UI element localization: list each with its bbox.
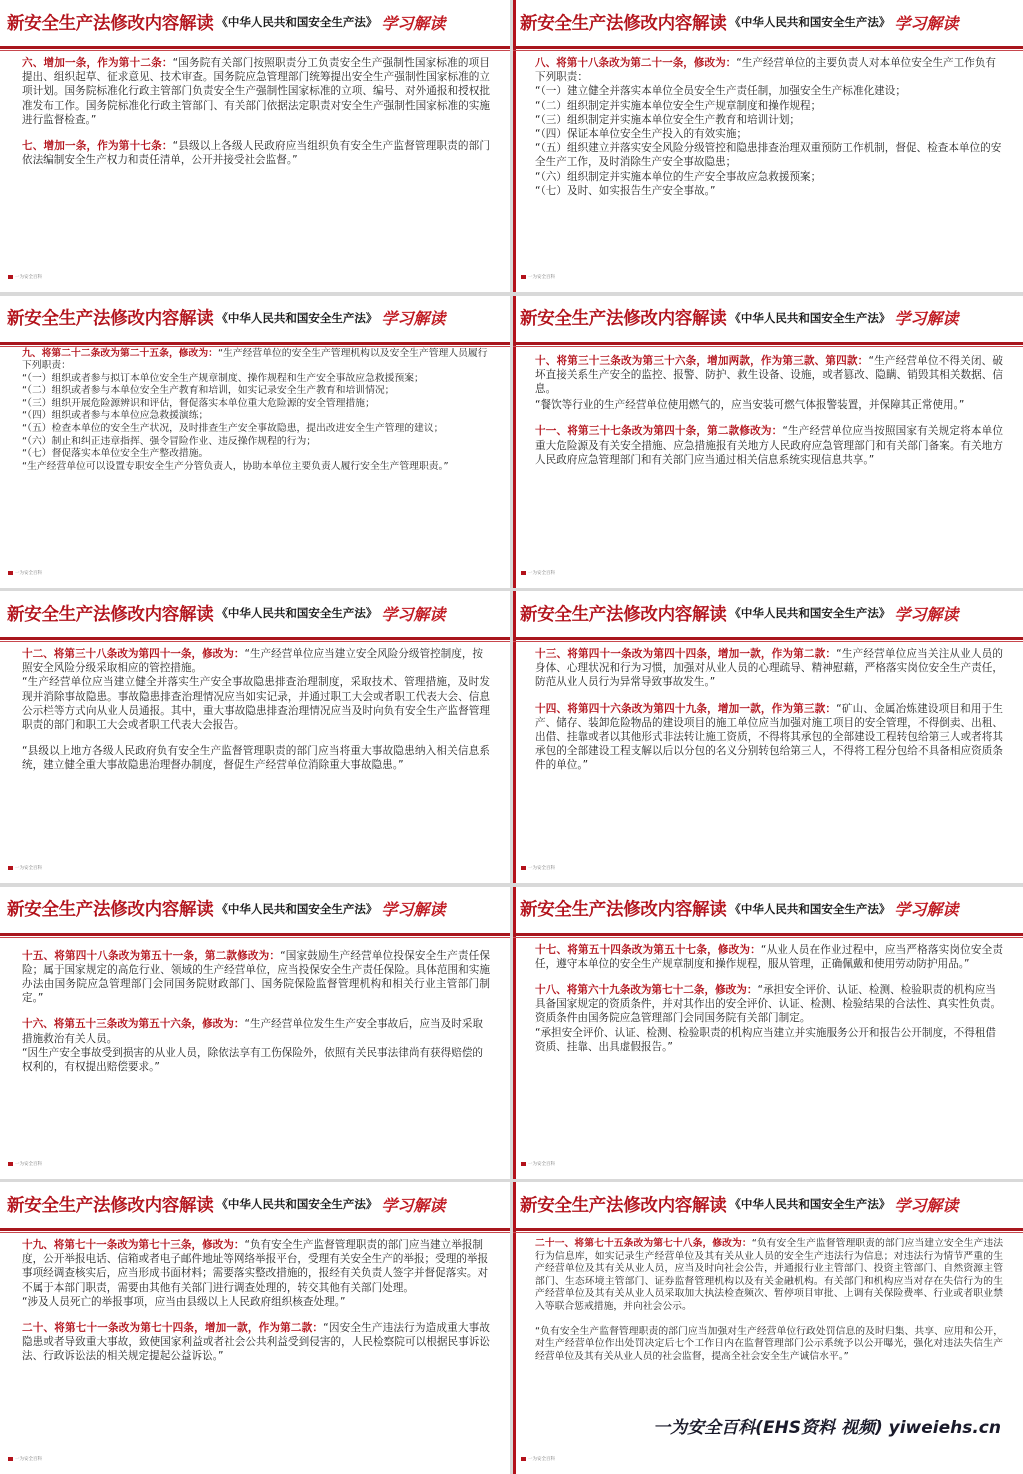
footer-text: 一为安全百科 xyxy=(15,866,42,871)
slide-header xyxy=(0,296,510,340)
slide-footer xyxy=(521,570,555,576)
footer-text: 一为安全百科 xyxy=(528,1457,555,1462)
slide xyxy=(513,887,1023,1179)
paragraph-text: “生产经营单位应当建立健全并落实生产安全事故隐患排查治理制度，采取技术、管理措施，及时发现并消除事故隐患。事故隐患排查治理情况应当如实记录，并通过职工大会或者职工代表大会、信息公示栏等方式向从业人员通报。其中，重大事故隐患排查治理情况应当及时向负有安全生产监督管理职责的部门和职工大会或者职工代表大会报告。 xyxy=(22,676,490,732)
paragraph-text: “生产经营单位应当按照国家有关规定将本单位重大危险源及有关安全措施、应急措施报有关地方人民政府应急管理部门和有关部门备案。有关地方人民政府应急管理部门和有关部门应当通过相关信息系统实现信息共享。” xyxy=(535,425,1003,466)
paragraph-text: “负有安全生产监督管理职责的部门应当建立举报制度，公开举报电话、信箱或者电子邮件地址等网络举报平台，受理有关安全生产的举报；受理的举报事项经调查核实后，应当形成书面材料；需要落实整改措施的，报经有关负责人签字并督促落实。对不属于本部门职责，需要由其他有关部门进行调查处理的，转交其他有关部门处理。 xyxy=(22,1239,489,1294)
footer-logo-mark xyxy=(521,571,526,575)
header-rule xyxy=(0,46,510,49)
list-item: “（七）及时、如实报告生产安全事故。” xyxy=(535,184,716,197)
header-rule-thin xyxy=(513,641,1023,642)
header-rule-thin xyxy=(0,346,510,347)
list-item: “生产经营单位可以设置专职安全生产分管负责人，协助本单位主要负责人履行安全生产管理职责。” xyxy=(22,460,449,472)
footer-text: 一为安全百科 xyxy=(15,1161,42,1167)
paragraph xyxy=(22,1017,490,1045)
paragraph-text: “承担安全评价、认证、检测、检验职责的机构应当具备国家规定的资质条件，并对其作出的安全评价、认证、检测、检验结果的合法性、真实性负责。资质条件由国务院应急管理部门会同国务院有关部门制定。 xyxy=(535,983,1002,1025)
paragraph-text: “生产经营单位发生生产安全事故后，应当及时采取措施救治有关人员。 xyxy=(22,1018,484,1045)
slide-law-name: 《中华人民共和国安全生产法》 xyxy=(216,901,378,916)
slide-law-name: 《中华人民共和国安全生产法》 xyxy=(729,1197,891,1211)
slide-title: 新安全生产法修改内容解读 xyxy=(7,900,214,920)
list-item: “（六）组织制定并实施本单位的生产安全事故应急救援预案； xyxy=(535,170,822,183)
header-rule xyxy=(0,342,510,345)
slide-footer xyxy=(8,570,42,576)
watermark: 一为安全百科(EHS资料 视频) yiweiehs.cn xyxy=(653,1418,1001,1438)
slide xyxy=(0,887,510,1179)
slide-study-label: 学习解读 xyxy=(381,900,446,919)
slide-body xyxy=(22,1238,490,1376)
slide-title: 新安全生产法修改内容解读 xyxy=(7,604,214,625)
paragraph-heading: 十三、将第四十一条改为第四十四条，增加一款，作为第二款： xyxy=(535,648,837,660)
paragraph-heading: 十八、将第六十九条改为第七十二条，修改为： xyxy=(535,983,758,996)
footer-logo-mark xyxy=(8,866,13,870)
slide xyxy=(0,296,510,588)
header-rule xyxy=(513,342,1023,345)
header-rule xyxy=(0,933,510,936)
slide-title: 新安全生产法修改内容解读 xyxy=(7,13,214,34)
slide-body xyxy=(535,1238,1003,1375)
paragraph-text: “因生产安全事故受到损害的从业人员，除依法享有工伤保险外，依照有关民事法律尚有获得赔偿的权利的，有权提出赔偿要求。” xyxy=(22,1046,484,1073)
slide-title: 新安全生产法修改内容解读 xyxy=(7,1195,214,1216)
paragraph-text: “从业人员在作业过程中，应当严格落实岗位安全责任，遵守本单位的安全生产规章制度和操作规程，服从管理，正确佩戴和使用劳动防护用品。” xyxy=(535,943,1003,970)
paragraph-text: “涉及人员死亡的举报事项，应当由县级以上人民政府组织核查处理。” xyxy=(22,1295,346,1308)
header-rule-thin xyxy=(0,1232,510,1233)
slide-title: 新安全生产法修改内容解读 xyxy=(520,604,727,625)
footer-logo-mark xyxy=(8,571,13,575)
list-item: “（二）组织或者参与本单位安全生产教育和培训，如实记录安全生产教育和培训情况； xyxy=(22,385,395,397)
list-item: “（一）组织或者参与拟订本单位安全生产规章制度、操作规程和生产安全事故应急救援预案； xyxy=(22,372,424,384)
slide-study-label: 学习解读 xyxy=(894,604,959,624)
slide-header xyxy=(0,0,510,44)
header-rule xyxy=(513,1228,1023,1231)
paragraph-text: “生产经营单位应当关注从业人员的身体、心理状况和行为习惯，加强对从业人员的心理疏导、精神慰藉，严格落实岗位安全生产责任，防范从业人员行为异常导致事故发生。” xyxy=(535,648,1003,689)
paragraph-text: “县级以上地方各级人民政府负有安全生产监督管理职责的部门应当将重大事故隐患纳入相关信息系统，建立健全重大事故隐患治理督办制度，督促生产经营单位消除重大事故隐患。” xyxy=(22,745,490,772)
header-rule-thin xyxy=(0,641,510,642)
slide-law-name: 《中华人民共和国安全生产法》 xyxy=(729,310,891,325)
slide-title: 新安全生产法修改内容解读 xyxy=(520,309,727,329)
header-rule xyxy=(0,1228,510,1231)
slide-law-name: 《中华人民共和国安全生产法》 xyxy=(729,15,891,29)
header-rule-thin xyxy=(513,50,1023,51)
footer-logo-mark xyxy=(8,1162,13,1166)
paragraph-text: “县级以上各级人民政府应当组织负有安全生产监督管理职责的部门依法编制安全生产权力和责任清单，公开并接受社会监督。” xyxy=(22,140,490,167)
slide xyxy=(513,1182,1023,1474)
header-rule xyxy=(513,637,1023,640)
header-rule xyxy=(0,637,510,640)
slide xyxy=(513,296,1023,588)
paragraph xyxy=(535,56,1003,84)
paragraph-text: “负有安全生产监督管理职责的部门应当加强对生产经营单位行政处罚信息的及时归集、共享、应用和公开，对生产经营单位作出处罚决定后七个工作日内在监督管理部门公示系统予以公开曝光，强化对违法失信生产经营单位及其有关从业人员的社会监督，提高全社会安全生产诚信水平。” xyxy=(535,1325,1003,1362)
slide xyxy=(0,0,510,292)
slide xyxy=(513,591,1023,883)
slide-body xyxy=(535,943,1003,1054)
paragraph xyxy=(22,348,490,373)
header-rule xyxy=(513,933,1023,936)
paragraph-heading: 二十一、将第七十五条改为第七十八条，修改为： xyxy=(535,1238,752,1249)
footer-logo-mark xyxy=(521,1162,526,1166)
slide-body xyxy=(535,354,1003,479)
list-item: “（四）组织或者参与本单位应急救援演练； xyxy=(22,410,209,422)
paragraph xyxy=(22,139,490,167)
paragraph-heading: 十七、将第五十四条改为第五十七条，修改为： xyxy=(535,943,761,956)
list-item: “（三）组织开展危险源辨识和评估，督促落实本单位重大危险源的安全管理措施； xyxy=(22,397,375,409)
slide-footer xyxy=(8,1456,42,1462)
header-rule xyxy=(513,46,1023,49)
slide-footer xyxy=(521,274,555,280)
list-item: “（七）督促落实本单位安全生产整改措施。 xyxy=(22,448,209,460)
header-rule-thin xyxy=(513,346,1023,347)
slide xyxy=(0,1182,510,1474)
paragraph-heading: 十一、将第三十七条改为第四十条，第二款修改为： xyxy=(535,425,783,438)
slide-header xyxy=(0,591,510,635)
paragraph-text: “生产经营单位不得关闭、破坏直接关系生产安全的监控、报警、防护、救生设备、设施，或者篡改、隐瞒、销毁其相关数据、信息。 xyxy=(535,354,1003,395)
slide-study-label: 学习解读 xyxy=(381,1195,446,1215)
slide-body xyxy=(22,348,490,474)
paragraph-heading: 十五、将第四十八条改为第五十一条，第二款修改为： xyxy=(22,949,281,962)
paragraph xyxy=(535,702,1003,773)
slide-study-label: 学习解读 xyxy=(381,309,446,328)
header-rule-thin xyxy=(0,50,510,51)
list-item: “（二）组织制定并实施本单位安全生产规章制度和操作规程； xyxy=(535,99,822,112)
slide-body xyxy=(22,949,490,1075)
slide-law-name: 《中华人民共和国安全生产法》 xyxy=(729,901,891,916)
paragraph xyxy=(22,949,490,1006)
slide-body xyxy=(22,56,490,179)
slide-header xyxy=(513,296,1023,340)
footer-text: 一为安全百科 xyxy=(15,570,42,576)
footer-text: 一为安全百科 xyxy=(528,570,555,576)
paragraph xyxy=(535,647,1003,690)
paragraph-text: “国务院有关部门按照职责分工负责安全生产强制性国家标准的项目提出、组织起草、征求意见、技术审查。国务院应急管理部门统筹提出安全生产强制性国家标准的立项计划。国务院标准化行政主管部门负责安全生产强制性国家标准的立项、编号、对外通报和授权批准发布工作。国务院标准化行政主管部门、有关部门依据法定职责对安全生产强制性国家标准的实施进行监督检查。” xyxy=(22,57,490,126)
paragraph-heading: 十二、将第三十八条改为第四十一条，修改为： xyxy=(22,648,245,660)
slide-footer xyxy=(521,1161,555,1167)
slide-body xyxy=(535,647,1003,785)
paragraph xyxy=(22,1238,490,1295)
footer-logo-mark xyxy=(521,866,526,870)
slide-footer xyxy=(521,865,555,871)
slide-title: 新安全生产法修改内容解读 xyxy=(520,1195,727,1216)
slide-study-label: 学习解读 xyxy=(894,309,959,328)
paragraph-text: “生产经营单位应当建立安全风险分级管控制度，按照安全风险分级采取相应的管控措施。 xyxy=(22,648,484,675)
list-item: “（五）检查本单位的安全生产状况，及时排查生产安全事故隐患，提出改进安全生产管理的建议； xyxy=(22,423,444,435)
footer-logo-mark xyxy=(8,275,13,279)
paragraph-heading: 二十、将第七十一条改为第七十四条，增加一款，作为第二款： xyxy=(22,1322,324,1335)
slide xyxy=(513,0,1023,292)
list-item: “（四）保证本单位安全生产投入的有效实施； xyxy=(535,128,748,141)
header-rule-thin xyxy=(513,1232,1023,1233)
paragraph xyxy=(22,1321,490,1364)
paragraph-heading: 七、增加一条，作为第十七条： xyxy=(22,140,173,153)
paragraph-heading: 八、将第十八条改为第二十一条，修改为： xyxy=(535,57,737,69)
slide-study-label: 学习解读 xyxy=(894,13,959,33)
paragraph xyxy=(535,354,1003,397)
paragraph xyxy=(22,647,490,675)
footer-text: 一为安全百科 xyxy=(15,275,42,280)
list-item: “（一）建立健全并落实本单位全员安全生产责任制，加强安全生产标准化建设； xyxy=(535,85,906,98)
footer-text: 一为安全百科 xyxy=(528,1161,555,1167)
list-item: “（三）组织制定并实施本单位安全生产教育和培训计划； xyxy=(535,113,801,126)
slide-header xyxy=(0,887,510,931)
paragraph-text: “承担安全评价、认证、检测、检验职责的机构应当建立并实施服务公开和报告公开制度，不得租借资质、挂靠、出具虚假报告。” xyxy=(535,1026,997,1053)
paragraph xyxy=(535,943,1003,971)
slide-law-name: 《中华人民共和国安全生产法》 xyxy=(729,606,891,620)
footer-text: 一为安全百科 xyxy=(15,1457,42,1462)
paragraph-heading: 十九、将第七十一条改为第七十三条，修改为： xyxy=(22,1239,245,1251)
paragraph-heading: 十六、将第五十三条改为第五十六条，修改为： xyxy=(22,1018,245,1031)
slide-study-label: 学习解读 xyxy=(894,1195,959,1215)
paragraph xyxy=(535,424,1003,467)
slide-header xyxy=(513,887,1023,931)
slide-body xyxy=(535,56,1003,198)
paragraph xyxy=(535,1238,1003,1314)
list-item: “（六）制止和纠正违章指挥、强令冒险作业、违反操作规程的行为； xyxy=(22,435,317,447)
header-rule-thin xyxy=(513,937,1023,938)
slide-footer xyxy=(8,865,42,871)
slide xyxy=(0,591,510,883)
paragraph-text: “生产经营单位的主要负责人对本单位安全生产工作负有下列职责： xyxy=(535,57,997,84)
slide-footer xyxy=(521,1456,555,1462)
slide-law-name: 《中华人民共和国安全生产法》 xyxy=(216,15,378,29)
slide-header xyxy=(0,1182,510,1226)
slide-header xyxy=(513,1182,1023,1226)
slide-study-label: 学习解读 xyxy=(381,13,446,33)
slide-law-name: 《中华人民共和国安全生产法》 xyxy=(216,1197,378,1211)
paragraph-text: “矿山、金属冶炼建设项目和用于生产、储存、装卸危险物品的建设项目的施工单位应当加强对施工项目的安全管理，不得倒卖、出租、出借、挂靠或者以其他形式非法转让施工资质，不得将其承包的全部建设工程转包给第三人或者将其承包的全部建设工程支解以后以分包的名义分别转包给第三人，不得将工程分包给不具备相应资质条件的单位。” xyxy=(535,702,1003,772)
paragraph-heading: 十、将第三十三条改为第三十六条，增加两款，作为第三款、第四款： xyxy=(535,354,869,367)
paragraph-heading: 六、增加一条，作为第十二条： xyxy=(22,57,173,69)
list-item: “（五）组织建立并落实安全风险分级管控和隐患排查治理双重预防工作机制，督促、检查本单位的安全生产工作，及时消除生产安全事故隐患； xyxy=(535,142,1002,169)
slide-title: 新安全生产法修改内容解读 xyxy=(520,13,727,34)
slide-body xyxy=(22,647,490,785)
paragraph-text: “生产经营单位的安全生产管理机构以及安全生产管理人员履行下列职责： xyxy=(22,347,488,372)
header-rule-thin xyxy=(0,937,510,938)
paragraph-text: “餐饮等行业的生产经营单位使用燃气的，应当安装可燃气体报警装置，并保障其正常使用。” xyxy=(535,399,965,412)
footer-logo-mark xyxy=(521,275,526,279)
footer-logo-mark xyxy=(8,1457,13,1461)
paragraph xyxy=(22,56,490,127)
slide-study-label: 学习解读 xyxy=(894,900,959,919)
slide-header xyxy=(513,0,1023,44)
slide-footer xyxy=(8,1161,42,1167)
paragraph-text: “国家鼓励生产经营单位投保安全生产责任保险；属于国家规定的高危行业、领域的生产经营单位，应当投保安全生产责任保险。具体范围和实施办法由国务院应急管理部门会同国务院财政部门、国务院保险监督管理机构和相关行业主管部门制定。” xyxy=(22,949,490,1005)
paragraph-text: “负有安全生产监督管理职责的部门应当建立安全生产违法行为信息库，如实记录生产经营单位及其有关从业人员的安全生产违法行为信息；对违法行为情节严重的生产经营单位及其有关从业人员，应当及时向社会公告，并通报行业主管部门、投资主管部门、自然资源主管部门、生态环境主管部门、证券监督管理机构以及有关金融机构。有关部门和机构应当对存在失信行为的生产经营单位及其有关从业人员采取加大执法检查频次、暂停项目审批、上调有关保险费率、行业或者职业禁入等联合惩戒措施，并向社会公示。 xyxy=(535,1238,1003,1312)
slide-study-label: 学习解读 xyxy=(381,604,446,624)
slide-title: 新安全生产法修改内容解读 xyxy=(520,900,727,920)
footer-text: 一为安全百科 xyxy=(528,275,555,280)
paragraph-heading: 九、将第二十二条改为第二十五条，修改为： xyxy=(22,347,218,359)
footer-logo-mark xyxy=(521,1457,526,1461)
paragraph-heading: 十四、将第四十六条改为第四十九条，增加一款，作为第三款： xyxy=(535,702,837,715)
footer-text: 一为安全百科 xyxy=(528,866,555,871)
paragraph xyxy=(535,983,1003,1026)
slide-title: 新安全生产法修改内容解读 xyxy=(7,309,214,329)
paragraph-text: “因安全生产违法行为造成重大事故隐患或者导致重大事故，致使国家利益或者社会公共利益受到侵害的，人民检察院可以根据民事诉讼法、行政诉讼法的相关规定提起公益诉讼。” xyxy=(22,1322,490,1363)
slide-law-name: 《中华人民共和国安全生产法》 xyxy=(216,310,378,325)
slide-footer xyxy=(8,274,42,280)
slide-law-name: 《中华人民共和国安全生产法》 xyxy=(216,606,378,620)
slide-header xyxy=(513,591,1023,635)
